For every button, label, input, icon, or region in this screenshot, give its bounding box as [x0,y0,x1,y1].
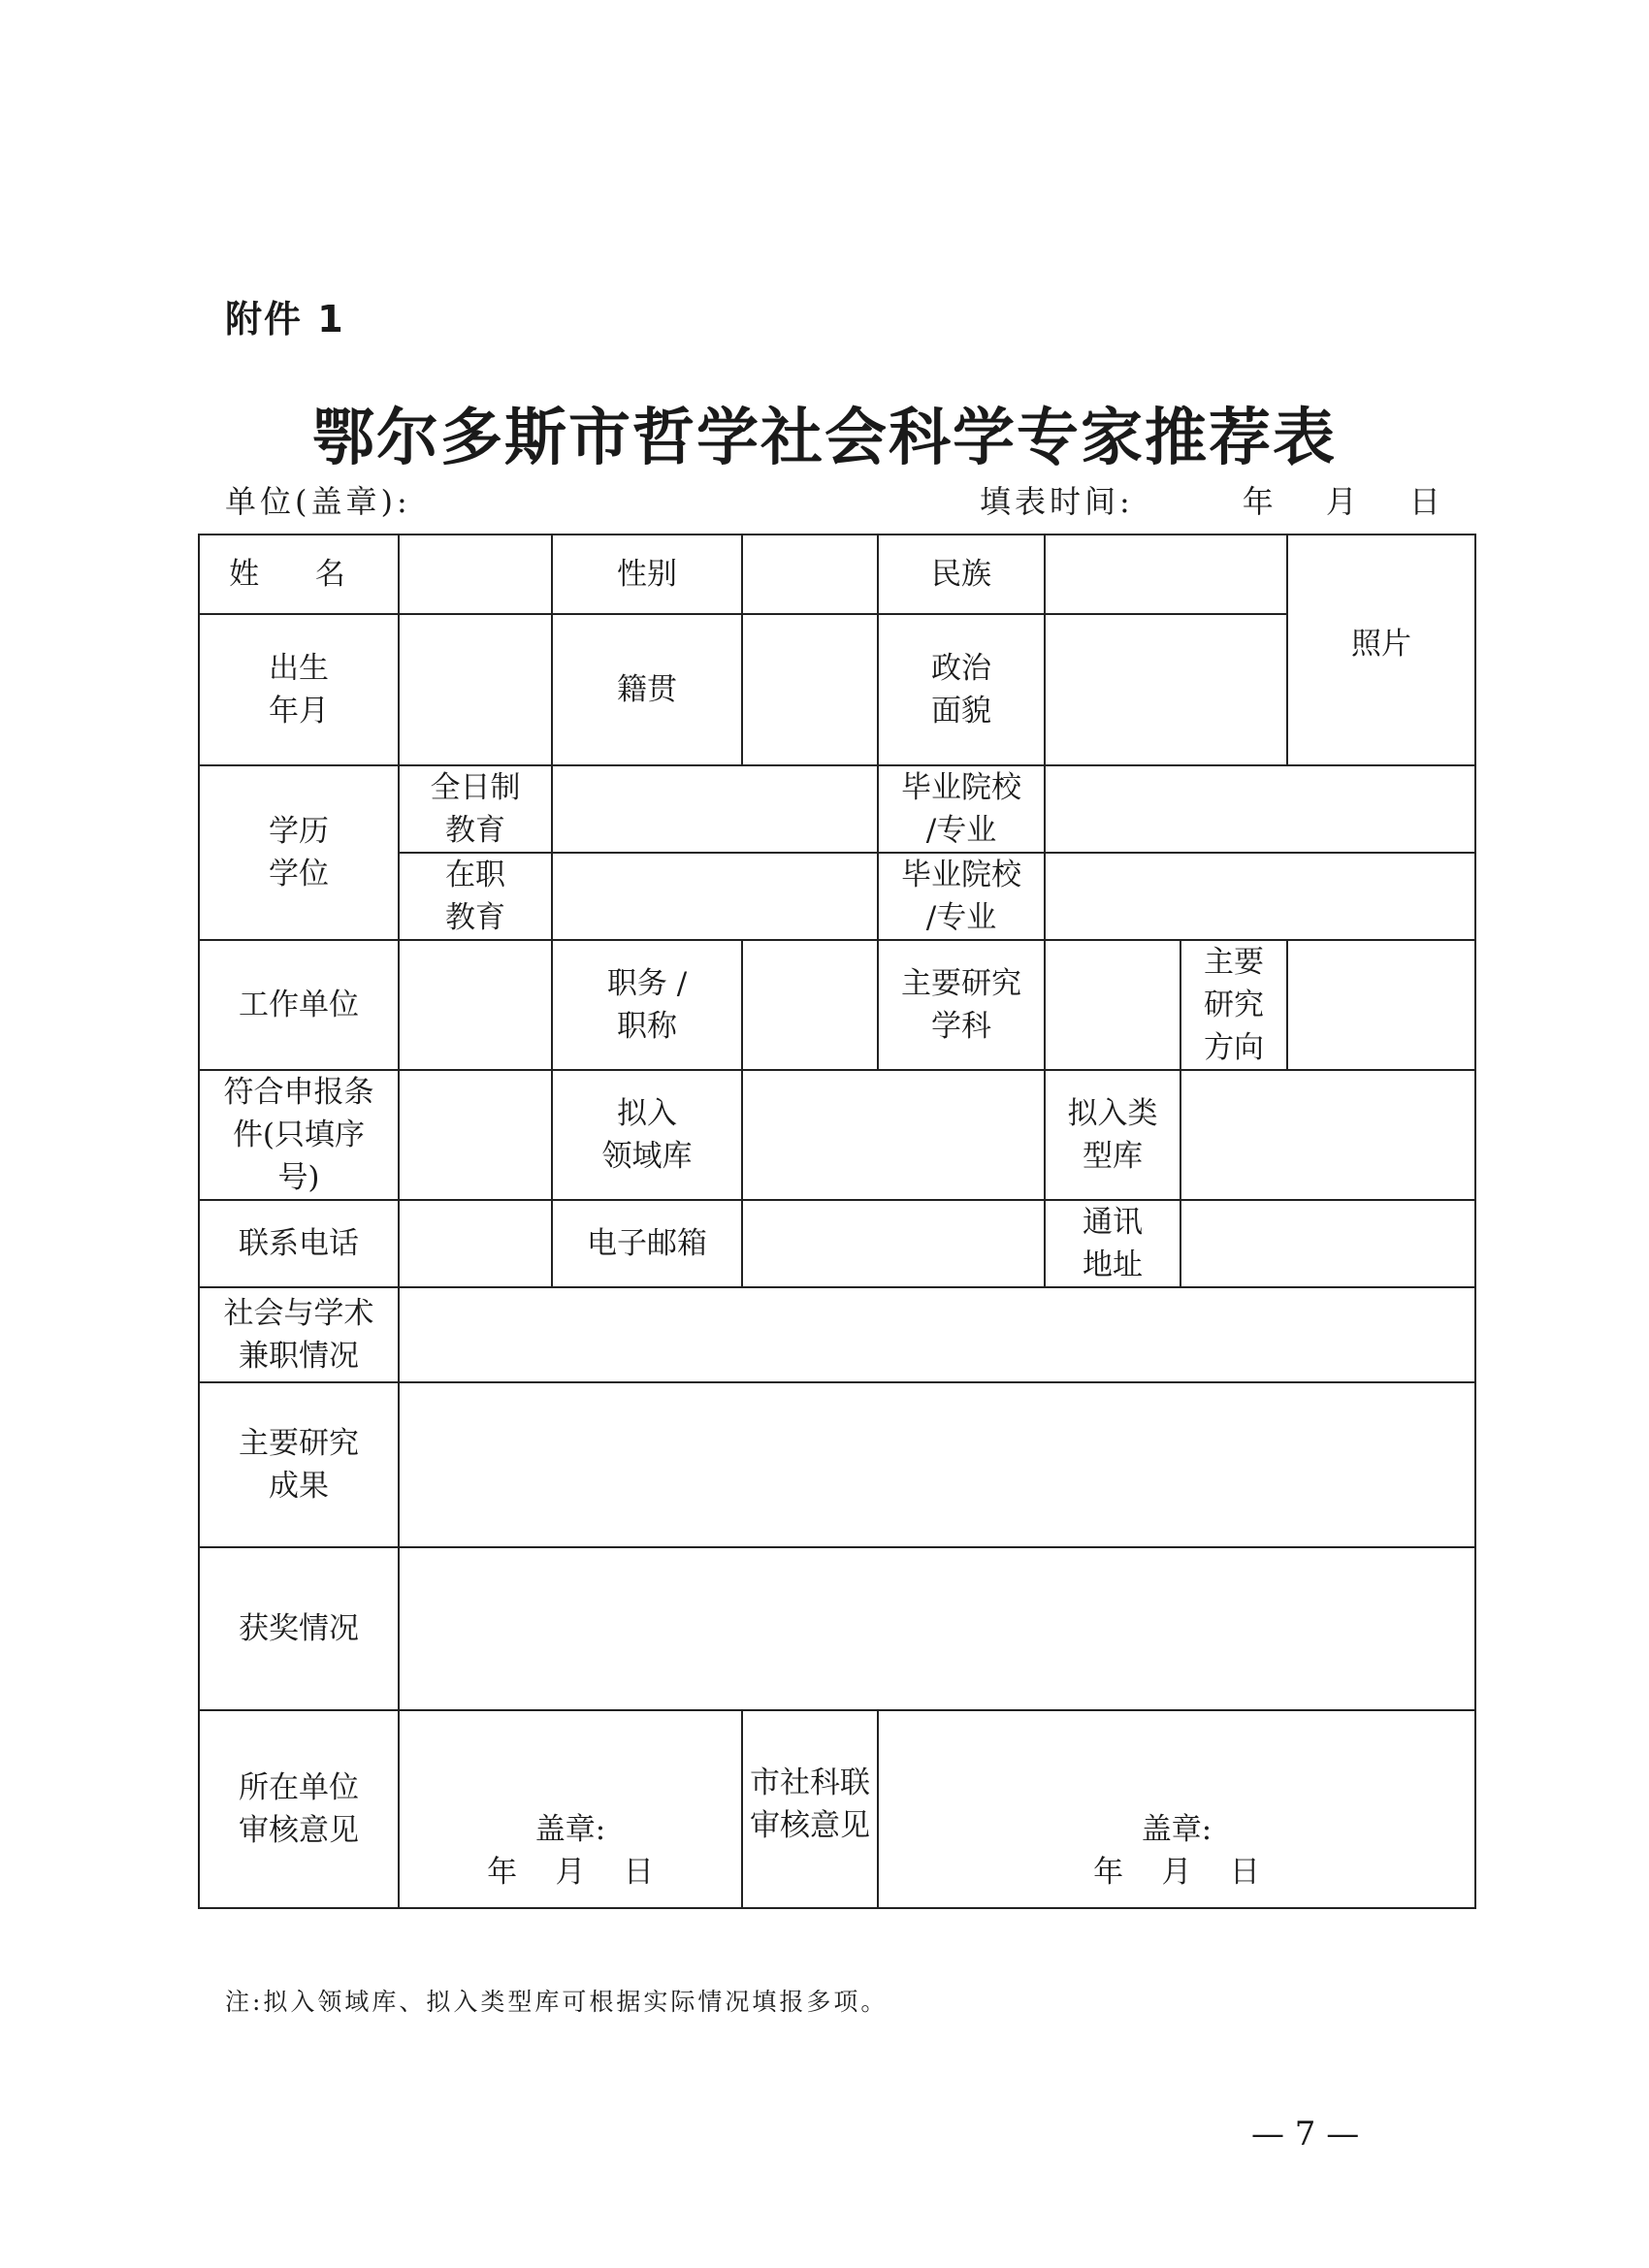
birth-label [199,614,399,765]
post-label-1: 职务 / [606,966,688,1002]
birth-label-2: 年月 [269,694,329,729]
fulltime-edu-label [399,765,552,853]
gender-value[interactable] [742,535,878,614]
phone-label: 联系电话 [199,1200,399,1287]
ethnicity-label: 民族 [878,535,1045,614]
fulltime-label-2: 教育 [445,813,505,849]
city-review-label-1: 市社科联 [750,1766,870,1801]
page-number: — 7 — [1251,2115,1360,2154]
conditions-label-2: 件(只填序 [232,1118,366,1153]
unit-review-label-2: 审核意见 [239,1813,359,1849]
footnote: 注:拟入领域库、拟入类型库可根据实际情况填报多项。 [225,1988,889,2016]
results-value[interactable] [399,1382,1475,1547]
school2-label [878,853,1045,940]
direction-value[interactable] [1287,940,1475,1070]
email-value[interactable] [742,1200,1045,1287]
direction-label-2: 研究 [1204,988,1264,1023]
subject-label [878,940,1045,1070]
month-label: 月 [1325,483,1357,520]
social-value[interactable] [399,1287,1475,1382]
workplace-label: 工作单位 [199,940,399,1070]
fulltime-label-1: 全日制 [430,770,521,805]
unit-review-value[interactable] [399,1710,742,1908]
birth-label-1: 出生 [269,650,329,686]
unit-review-label-1: 所在单位 [239,1770,359,1806]
name-label: 姓 名 [199,535,399,614]
workplace-value[interactable] [399,940,552,1070]
subject-label-1: 主要研究 [901,966,1021,1002]
address-label-1: 通讯 [1083,1205,1143,1241]
unit-review-date: 年 月 日 [487,1855,654,1891]
address-label-2: 地址 [1083,1247,1143,1283]
city-review-label-2: 审核意见 [750,1808,870,1844]
email-label: 电子邮箱 [552,1200,742,1287]
gender-label: 性别 [552,535,742,614]
parttime-edu-label [399,853,552,940]
photo-box[interactable] [1287,535,1475,765]
type-lib-label-1: 拟入类 [1067,1096,1158,1132]
field-lib-label-2: 领域库 [601,1139,693,1175]
conditions-label [199,1070,399,1200]
page-title: 鄂尔多斯市哲学社会科学专家推荐表 [312,402,1337,474]
direction-label [1180,940,1287,1070]
post-label-2: 职称 [617,1009,677,1045]
recommendation-form [198,534,1476,1909]
social-label-2: 兼职情况 [239,1339,359,1375]
awards-label: 获奖情况 [199,1547,399,1710]
type-lib-label-2: 型库 [1083,1139,1143,1175]
city-review-value[interactable] [878,1710,1475,1908]
type-lib-label [1045,1070,1180,1200]
conditions-label-1: 符合申报条 [223,1075,374,1111]
city-seal-text: 盖章: [1141,1812,1212,1848]
post-value[interactable] [742,940,878,1070]
phone-value[interactable] [399,1200,552,1287]
field-lib-label-1: 拟入 [617,1096,677,1132]
type-lib-value[interactable] [1180,1070,1475,1200]
name-value[interactable] [399,535,552,614]
native-place-label: 籍贯 [552,614,742,765]
city-review-label [742,1710,878,1908]
field-lib-label [552,1070,742,1200]
unit-seal-text: 盖章: [534,1812,606,1848]
school2-label-2: /专业 [925,900,997,936]
photo-label: 照片 [1351,627,1411,662]
parttime-label-1: 在职 [445,858,505,893]
school-label-1: 毕业院校 [901,770,1021,805]
city-review-date: 年 月 日 [1093,1855,1260,1891]
direction-label-1: 主要 [1204,945,1264,981]
year-label: 年 [1242,483,1274,520]
subject-label-2: 学科 [931,1009,991,1045]
school-value[interactable] [1045,765,1475,853]
awards-value[interactable] [399,1547,1475,1710]
school-label-2: /专业 [925,813,997,849]
day-label: 日 [1408,483,1440,520]
education-label [199,765,399,940]
parttime-label-2: 教育 [445,900,505,936]
address-label [1045,1200,1180,1287]
social-label-1: 社会与学术 [223,1296,374,1332]
birth-value[interactable] [399,614,552,765]
results-label [199,1382,399,1547]
results-label-1: 主要研究 [239,1426,359,1462]
education-label-2: 学位 [269,857,329,892]
school-label [878,765,1045,853]
direction-label-3: 方向 [1204,1030,1264,1066]
native-place-value[interactable] [742,614,878,765]
school2-label-1: 毕业院校 [901,858,1021,893]
social-label [199,1287,399,1382]
post-label [552,940,742,1070]
fill-date [980,477,1440,522]
fulltime-edu-value[interactable] [552,765,878,853]
fill-date-label: 填表时间: [980,483,1134,520]
ethnicity-value[interactable] [1045,535,1287,614]
conditions-label-3: 号) [277,1160,320,1196]
subject-value[interactable] [1045,940,1180,1070]
unit-review-label [199,1710,399,1908]
conditions-value[interactable] [399,1070,552,1200]
unit-seal-label: 单位(盖章): [225,483,411,520]
results-label-2: 成果 [269,1469,329,1505]
address-value[interactable] [1180,1200,1475,1287]
parttime-edu-value[interactable] [552,853,878,940]
political-label [878,614,1045,765]
education-label-1: 学历 [269,814,329,850]
political-label-1: 政治 [931,650,991,686]
political-value[interactable] [1045,614,1287,765]
attachment-label: 附件 1 [225,298,345,340]
political-label-2: 面貌 [931,694,991,729]
school2-value[interactable] [1045,853,1475,940]
field-lib-value[interactable] [742,1070,1045,1200]
